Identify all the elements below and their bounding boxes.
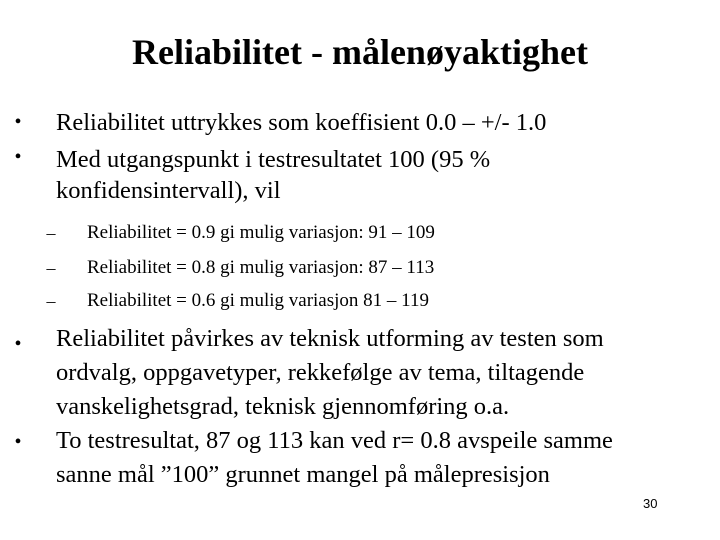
bullet-marker: • xyxy=(14,333,22,355)
slide-title: Reliabilitet - målenøyaktighet xyxy=(132,32,588,72)
sub-bullet-1: Reliabilitet = 0.9 gi mulig variasjon: 91 – 109 xyxy=(87,222,435,243)
bullet-marker: • xyxy=(14,111,22,133)
bullet-2-line-1: Med utgangspunkt i testresultatet 100 (95 % xyxy=(56,146,491,173)
bullet-3-line-1: Reliabilitet påvirkes av teknisk utforming av testen som xyxy=(56,325,604,352)
sub-bullet-2: Reliabilitet = 0.8 gi mulig variasjon: 87 – 113 xyxy=(87,257,435,278)
dash-marker: – xyxy=(46,258,56,278)
bullet-4-line-2: sanne mål ”100” grunnet mangel på målepresisjon xyxy=(56,461,550,488)
bullet-3-line-2: ordvalg, oppgavetyper, rekkefølge av tema, tiltagende xyxy=(56,359,585,386)
page-number: 30 xyxy=(643,496,658,511)
bullet-3-line-3: vanskelighetsgrad, teknisk gjennomføring o.a. xyxy=(56,393,510,420)
bullet-marker: • xyxy=(14,146,22,168)
bullet-1-line-1: Reliabilitet uttrykkes som koeffisient 0.0 – +/- 1.0 xyxy=(56,109,547,136)
bullet-2-line-2: konfidensintervall), vil xyxy=(56,177,281,204)
bullet-marker: • xyxy=(14,431,22,453)
sub-bullet-3: Reliabilitet = 0.6 gi mulig variasjon 81 – 119 xyxy=(87,290,429,311)
dash-marker: – xyxy=(46,223,56,243)
dash-marker: – xyxy=(46,291,56,311)
bullet-4-line-1: To testresultat, 87 og 113 kan ved r= 0.8 avspeile samme xyxy=(56,427,613,454)
